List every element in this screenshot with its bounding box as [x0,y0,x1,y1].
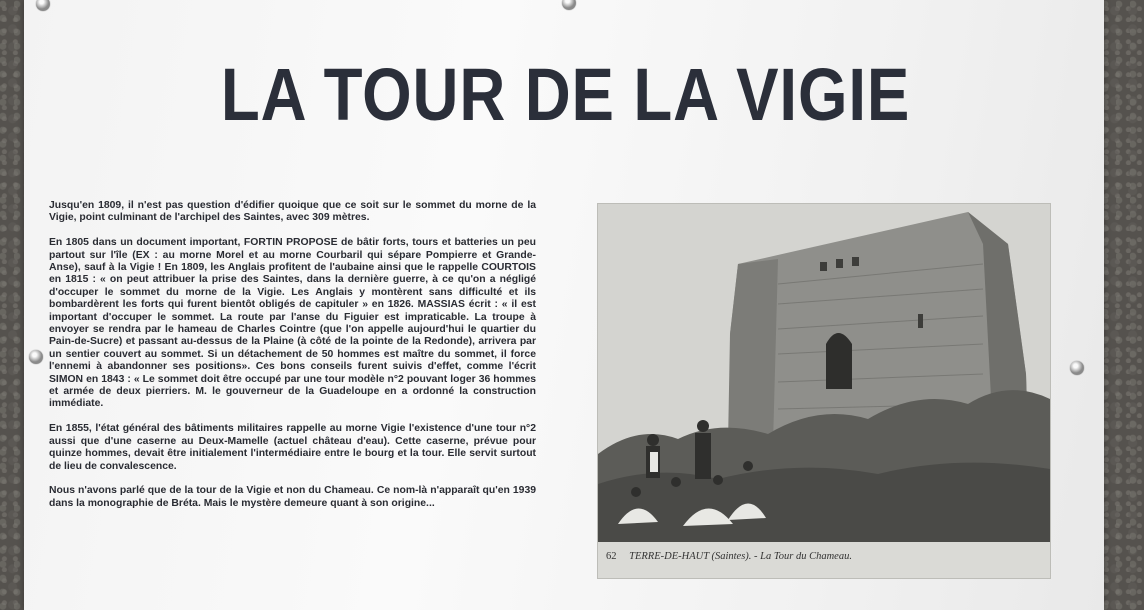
screw-mid-right [1070,361,1084,375]
paragraph-4: Nous n'avons parlé que de la tour de la Vigie et non du Chameau. Ce nom-là n'apparaît qu'en 1939 dans la monographie de Bréta. Mais le mystère demeure quant à son origine... [49,485,536,509]
screw-top-center [562,0,576,10]
paragraph-3: En 1855, l'état général des bâtiments militaires rappelle au morne Vigie l'existence d'une tour n°2 aussi que d'une caserne au Deux-Mamelle (actuel château d'eau). Cette caserne, prévue pour quinze hommes, devait être initialement l'intermédiaire entre le bourg et la tour. Elle servit surtout de lieu de convalescence. [49,423,536,472]
stone-wall-right [1102,0,1144,610]
paragraph-1: Jusqu'en 1809, il n'est pas question d'édifier quoique que ce soit sur le sommet du morne de la Vigie, point culminant de l'archipel des Saintes, avec 309 mètres. [49,200,536,224]
photo-caption-text: TERRE-DE-HAUT (Saintes). - La Tour du Chameau. [629,551,852,562]
photo-caption [606,551,1042,562]
screw-top-left [36,0,50,11]
tower-photo-illustration [598,204,1050,578]
paragraph-2: En 1805 dans un document important, FORTIN PROPOSE de bâtir forts, tours et batteries un peu partout sur l'île (EX : au morne Morel et au morne Courbaril qui sépare Pompierre et Grande-Anse), sauf à la Vigie ! En 1809, les Anglais profitent de l'aubaine ainsi que le rappelle COURTOIS en 1815 : « on peut attribuer la prise des Saintes, dans la dernière guerre, à ce qu'on a négligé d'occuper le sommet du morne de la Vigie. Les Anglais y montèrent sans difficulté et ils bombardèrent les forts qui furent bientôt obligés de capituler » en 1826. MASSIAS écrit : « il est important d'occuper le sommet. La route par l'anse du Figuier est impraticable. La troupe à envoyer se rendra par le hameau de Charles Cointre (que l'on appelle aujourd'hui le quartier du Pain-de-Sucre) et passant au-dessus de la Plaine (à côté de la pointe de la Redonde), arrivera par un sentier couvert au sommet. Si un détachement de 50 hommes est maître du sommet, il force l'ennemi à abandonner ses positions». Ces bons conseils furent suivis d'effet, comme l'écrit SIMON en 1843 : « Le sommet doit être occupé par une tour modèle n°2 pouvant loger 36 hommes et armée de deux pierriers. M. le gouverneur de la Guadeloupe en a ordonné la construction immédiate. [49,237,536,410]
historic-photo [597,203,1051,579]
photo-number: 62 [606,551,617,562]
panel-body [49,200,536,523]
information-panel [24,0,1104,610]
panel-title: LA TOUR DE LA VIGIE [220,53,911,136]
screw-mid-left [29,350,43,364]
